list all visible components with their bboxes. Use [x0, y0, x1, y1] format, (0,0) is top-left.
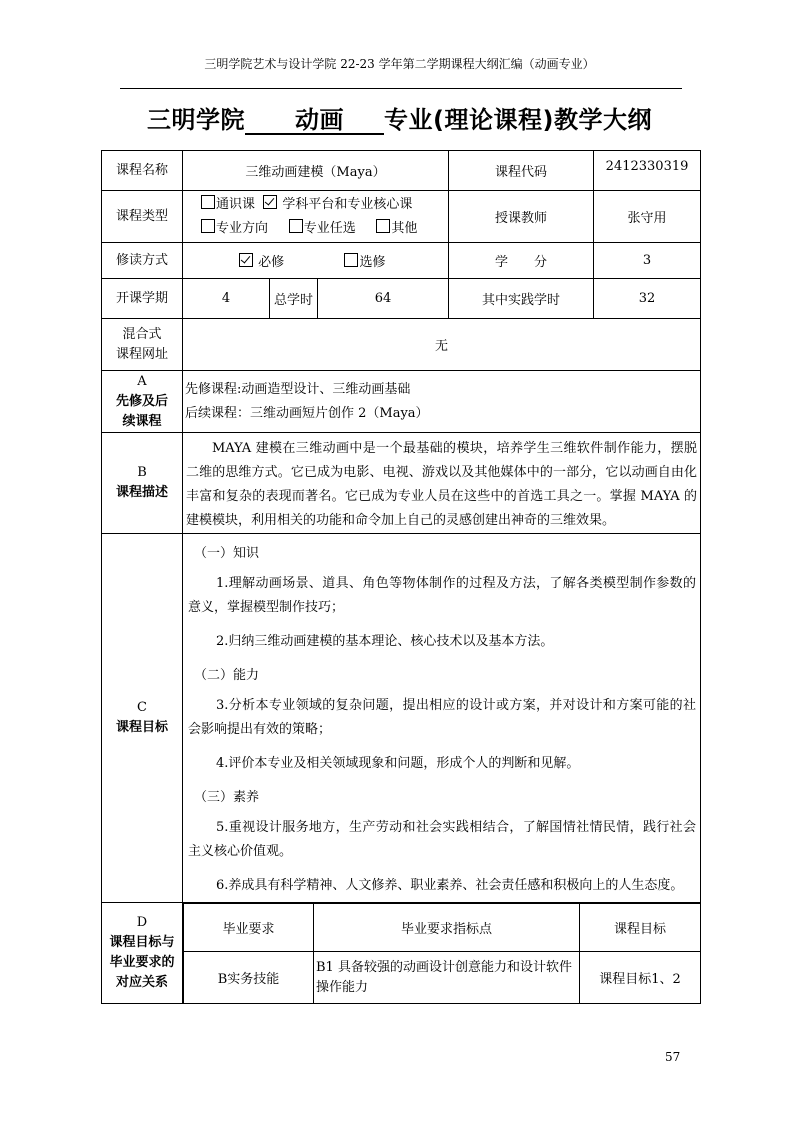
type-other: 其他: [376, 221, 417, 236]
course-url-value: 无: [183, 319, 701, 371]
section-b-label: B 课程描述: [102, 433, 183, 534]
running-header: 三明学院艺术与设计学院 22-23 学年第二学期课程大纲汇编（动画专业）: [204, 57, 595, 71]
checkbox-direction-icon: [201, 219, 215, 233]
teacher-value: 张守用: [594, 191, 701, 243]
objective-item-6: 6.养成具有科学精神、人文修养、职业素养、社会责任感和积极向上的人生态度。: [216, 878, 684, 893]
row-section-d: [102, 903, 701, 1004]
objective-heading-knowledge: （一）知识: [194, 546, 260, 561]
credit-label: 学 分: [449, 243, 594, 279]
type-core: 学科平台和专业核心课: [263, 197, 412, 212]
row-course-url: [102, 319, 701, 371]
section-a-label: A 先修及后 续课程: [102, 371, 183, 433]
mode-required: 必修: [239, 255, 284, 270]
syllabus-table: [101, 150, 701, 1004]
objective-item-3: 3.分析本专业领域的复杂问题，提出相应的设计或方案，并对设计和方案可能的社会影响提出有效的策略；: [188, 698, 697, 737]
objective-item-4: 4.评价本专业及相关领域现象和问题，形成个人的判断和见解。: [216, 756, 580, 771]
col-graduation-requirement: 毕业要求: [184, 904, 314, 952]
header-divider: [120, 88, 682, 89]
checkbox-required-checked-icon: [239, 253, 253, 267]
section-c-label: C 课程目标: [102, 534, 183, 903]
title-major: 动画: [245, 107, 384, 135]
type-general: 通识课: [201, 197, 255, 212]
checkbox-general-icon: [201, 195, 215, 209]
course-description: MAYA 建模在三维动画中是一个最基础的模块，培养学生三维软件制作能力，摆脱二维的思维方式。它已成为电影、电视、游戏以及其他媒体中的一部分，它以动画自由化丰富和复杂的表现而著名。它已成为专业人员在这些中的首选工具之一。掌握 MAYA 的建模模块，利用相关的功能和命令加上自己的灵感创建出神奇的三维效果。: [183, 433, 701, 534]
col-course-objective: 课程目标: [580, 904, 701, 952]
prerequisite-courses: 先修课程:动画造型设计、三维动画基础: [185, 381, 411, 397]
col-indicator-point: 毕业要求指标点: [314, 904, 580, 952]
practice-hours-label: 其中实践学时: [449, 279, 594, 319]
course-url-label: 混合式 课程网址: [102, 319, 183, 371]
row-section-c: [102, 534, 701, 903]
course-objectives: [183, 534, 701, 903]
type-elective: 专业任选: [289, 221, 356, 236]
title-school: 三明学院: [147, 106, 246, 134]
row-section-b: [102, 433, 701, 534]
row-section-a: [102, 371, 701, 433]
page-title: [0, 100, 799, 135]
objective-heading-ability: （二）能力: [194, 668, 260, 683]
page-number: 57: [665, 1050, 681, 1064]
checkbox-other-icon: [376, 219, 390, 233]
objective-item-2: 2.归纳三维动画建模的基本理论、核心技术以及基本方法。: [216, 634, 554, 649]
total-hours-value: 64: [318, 279, 449, 319]
mapping-header-row: [184, 904, 701, 952]
row-course-type: [102, 191, 701, 243]
credit-value: 3: [594, 243, 701, 279]
teacher-label: 授课教师: [449, 191, 594, 243]
row-semester: [102, 279, 701, 319]
semester-value: 4: [183, 279, 270, 319]
mapping-requirement: B实务技能: [184, 952, 314, 1004]
title-suffix: 专业(理论课程)教学大纲: [384, 106, 652, 134]
course-type-options: [183, 191, 449, 243]
mapping-indicator: B1 具备较强的动画设计创意能力和设计软件操作能力: [314, 952, 580, 1004]
practice-hours-value: 32: [594, 279, 701, 319]
total-hours-label: 总学时: [270, 279, 318, 319]
follow-up-courses: 后续课程：三维动画短片创作 2（Maya）: [185, 405, 429, 421]
mapping-row: [184, 952, 701, 1004]
checkbox-elective-icon: [289, 219, 303, 233]
course-code-value: 2412330319: [594, 151, 701, 191]
objective-mapping-table: [183, 903, 700, 1003]
course-code-label: 课程代码: [449, 151, 594, 191]
mapping-table-cell: [183, 903, 701, 1004]
course-name-value: 三维动画建模（Maya）: [183, 151, 449, 191]
row-course-name: [102, 151, 701, 191]
mapping-objective: 课程目标1、2: [580, 952, 701, 1004]
objective-item-1: 1.理解动画场景、道具、角色等物体制作的过程及方法，了解各类模型制作参数的意义，掌握模型制作技巧；: [188, 576, 697, 615]
course-type-label: 课程类型: [102, 191, 183, 243]
section-a-content: [183, 371, 701, 433]
row-study-mode: [102, 243, 701, 279]
study-mode-label: 修读方式: [102, 243, 183, 279]
mode-elective: 选修: [344, 255, 385, 270]
course-name-label: 课程名称: [102, 151, 183, 191]
study-mode-options: [183, 243, 449, 279]
objective-item-5: 5.重视设计服务地方，生产劳动和社会实践相结合，了解国情社情民情，践行社会主义核心价值观。: [188, 820, 697, 859]
checkbox-optional-icon: [344, 253, 358, 267]
type-direction: 专业方向: [201, 221, 268, 236]
semester-label: 开课学期: [102, 279, 183, 319]
section-d-label: D 课程目标与 毕业要求的 对应关系: [102, 903, 183, 1004]
objective-heading-literacy: （三）素养: [194, 790, 260, 805]
checkbox-core-checked-icon: [263, 195, 277, 209]
